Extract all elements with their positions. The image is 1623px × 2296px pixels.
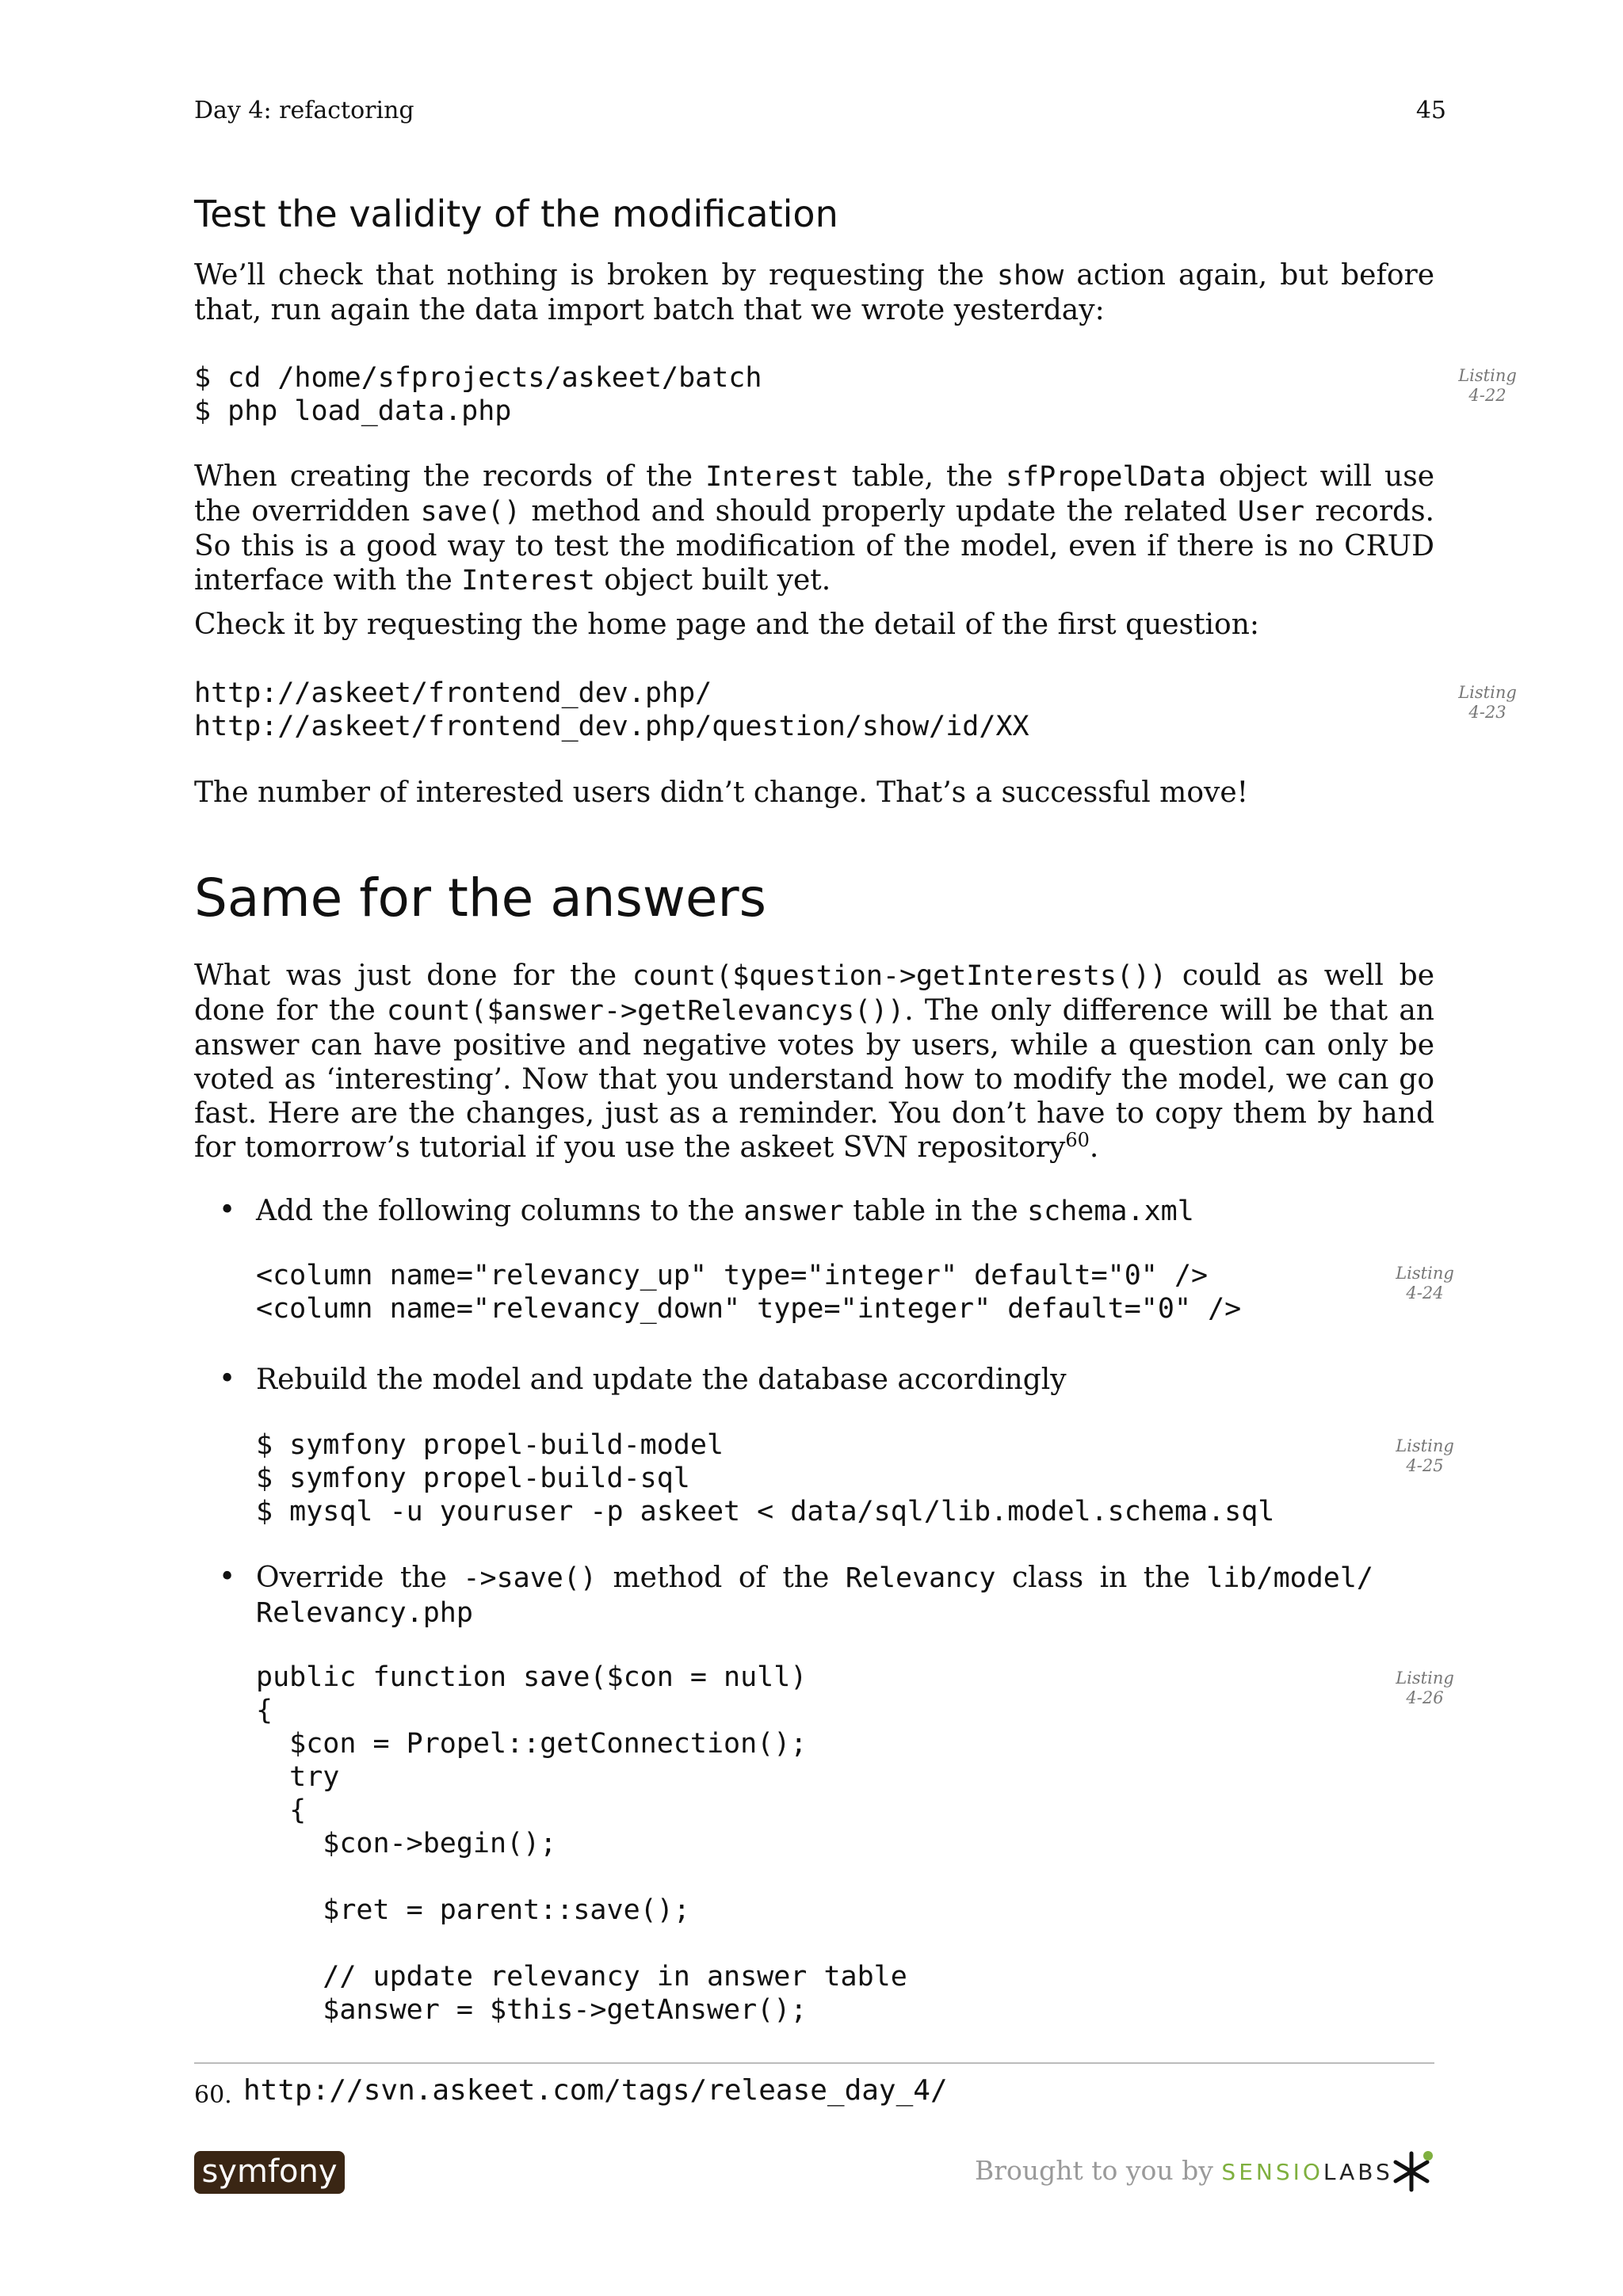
listing-label-4-26: Listing 4-26: [1396, 1669, 1454, 1707]
listing-label-4-23: Listing 4-23: [1458, 683, 1517, 722]
paragraph-intro: We’ll check that nothing is broken by requesting the show action again, but before that, run again the data import batch that we wrote yesterday:: [194, 259, 1435, 326]
section-title-same-for-answers: Same for the answers: [194, 868, 767, 929]
bullet-dot: •: [219, 1363, 236, 1395]
symfony-logo: symfony: [194, 2151, 345, 2194]
sensio-wordmark: SENSIO: [1221, 2159, 1323, 2185]
footnote-ref[interactable]: 60: [1065, 1129, 1090, 1151]
page-number: 45: [1415, 97, 1446, 124]
footer-credit: Brought to you by SENSIOLABS: [975, 2155, 1393, 2186]
listing-label-4-22: Listing 4-22: [1458, 366, 1517, 405]
code-listing-4-26: public function save($con = null) { $con = Propel::getConnection(); try { $con->begin(); $ret = parent::save(); // update relevancy in answer table $answer = $this->getAnswer();: [256, 1661, 907, 2026]
code-listing-4-22: $ cd /home/sfprojects/askeet/batch $ php load_data.php: [194, 362, 762, 427]
bullet-rebuild-model: Rebuild the model and update the database accordingly: [256, 1363, 1067, 1396]
code-listing-4-24: <column name="relevancy_up" type="integer" default="0" /> <column name="relevancy_down" type="integer" default="0" />: [256, 1260, 1242, 1325]
section-title-test-validity: Test the validity of the modification: [194, 193, 838, 235]
bullet-override-save: Override the ->save() method of the Relevancy class in the lib/model/ Relevancy.php: [256, 1562, 1373, 1629]
bullet-dot: •: [219, 1561, 236, 1593]
paragraph-check: Check it by requesting the home page and the detail of the first question:: [194, 608, 1260, 641]
code-listing-4-25: $ symfony propel-build-model $ symfony propel-build-sql $ mysql -u youruser -p askeet < data/sql/lib.model.schema.sql: [256, 1429, 1275, 1527]
paragraph-records: When creating the records of the Interest table, the sfPropelData object will use the overridden save() method and should properly update the related User records. So this is a good way to test the modification of the model, even if there is no CRUD interface with the Interest object built yet.: [194, 460, 1435, 597]
footnote-number: 60.: [194, 2081, 232, 2109]
paragraph-answers: What was just done for the count($question->getInterests()) could as well be done for the count($answer->getRelevancys()). The only difference will be that an answer can have positive and negative votes by users, while a question can only be voted as ‘interesting’. Now that you understand how to modify the model, we can go fast. Here are the changes, just as a reminder. You don’t have to copy them by hand for tomorrow’s tutorial if you use the askeet SVN repository$^{60}$.: [194, 959, 1434, 1164]
bullet-add-columns: Add the following columns to the answer table in the schema.xml: [256, 1195, 1194, 1227]
labs-wordmark: LABS: [1323, 2159, 1393, 2185]
listing-label-4-24: Listing 4-24: [1396, 1264, 1454, 1302]
footnote-divider: [194, 2062, 1434, 2064]
running-header-chapter: Day 4: refactoring: [194, 97, 414, 124]
bullet-dot: •: [219, 1194, 236, 1226]
code-listing-4-23: http://askeet/frontend_dev.php/ http://askeet/frontend_dev.php/question/show/id/XX: [194, 677, 1029, 742]
listing-label-4-25: Listing 4-25: [1396, 1436, 1454, 1475]
sensiolabs-logo-icon: [1388, 2149, 1434, 2195]
footnote-url-link[interactable]: http://svn.askeet.com/tags/release_day_4/: [243, 2074, 948, 2107]
paragraph-success: The number of interested users didn’t change. That’s a successful move!: [194, 776, 1249, 809]
